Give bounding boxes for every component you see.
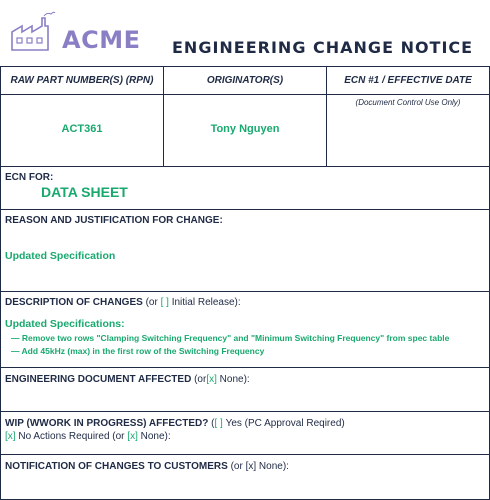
- wip-yes-checkbox[interactable]: [ ]: [214, 418, 223, 429]
- notification-label-text: NOTIFICATION OF CHANGES TO CUSTOMERS: [5, 461, 228, 472]
- wip-second-line: [5, 431, 171, 442]
- reason-label: REASON AND JUSTIFICATION FOR CHANGE:: [5, 215, 223, 226]
- rpn-column: [1, 67, 164, 166]
- factory-icon: [8, 10, 56, 54]
- wip-none-checkbox[interactable]: [x]: [127, 431, 138, 442]
- ecn-column: [327, 67, 489, 166]
- wip-label-text: WIP (WWORK IN PROGRESS) AFFECTED?: [5, 418, 209, 429]
- eng-doc-none-checkbox[interactable]: [x]: [206, 374, 217, 385]
- wip-label: [5, 418, 345, 429]
- ecn-for-label: ECN FOR:: [5, 172, 54, 183]
- reason-value: Updated Specification: [5, 250, 116, 262]
- reason-row: [1, 210, 489, 292]
- ecn-header: ECN #1 / EFFECTIVE DATE: [327, 67, 489, 95]
- ecn-for-value: DATA SHEET: [41, 184, 128, 200]
- description-label: [5, 297, 241, 308]
- eng-doc-label: [5, 374, 250, 385]
- description-bullet-2: — Add 45kHz (max) in the first row of the Switching Frequency: [11, 346, 265, 356]
- description-row: [1, 292, 489, 368]
- rpn-header: RAW PART NUMBER(S) (RPN): [1, 67, 163, 95]
- originator-header: ORIGINATOR(S): [164, 67, 326, 95]
- description-label-text: DESCRIPTION OF CHANGES: [5, 297, 143, 308]
- notification-row: [1, 455, 489, 499]
- originator-value: Tony Nguyen: [210, 123, 280, 135]
- initial-release-checkbox[interactable]: [ ]: [160, 297, 169, 308]
- initial-release-text: Initial Release):: [171, 297, 241, 308]
- eng-doc-none-text: None):: [219, 374, 250, 385]
- brand-name: ACME: [62, 26, 141, 54]
- description-heading: Updated Specifications:: [5, 318, 125, 330]
- wip-none-text: None):: [140, 431, 171, 442]
- notification-option[interactable]: (or [x] None):: [230, 461, 289, 472]
- wip-row: [1, 412, 489, 455]
- wip-no-checkbox[interactable]: [x]: [5, 431, 16, 442]
- rpn-value: ACT361: [61, 123, 103, 135]
- header: [0, 0, 490, 66]
- eng-doc-row: [1, 368, 489, 412]
- info-row: [1, 67, 489, 167]
- eng-doc-label-text: ENGINEERING DOCUMENT AFFECTED: [5, 374, 192, 385]
- wip-yes-prefix: (: [211, 418, 215, 429]
- description-option-prefix: (or: [145, 297, 158, 308]
- wip-yes-text: Yes (PC Approval Reqired): [225, 418, 345, 429]
- wip-no-text: No Actions Required (or: [18, 431, 125, 442]
- notification-label: [5, 461, 289, 472]
- ecn-form: [0, 66, 490, 500]
- description-bullet-1: — Remove two rows "Clamping Switching Frequency" and "Minimum Switching Frequency" from spec table: [11, 333, 450, 343]
- document-title: ENGINEERING CHANGE NOTICE: [172, 38, 474, 57]
- ecn-for-row: [1, 167, 489, 210]
- originator-column: [164, 67, 327, 166]
- eng-doc-option-prefix: (or: [194, 374, 207, 385]
- ecn-note: (Document Control Use Only): [355, 98, 461, 107]
